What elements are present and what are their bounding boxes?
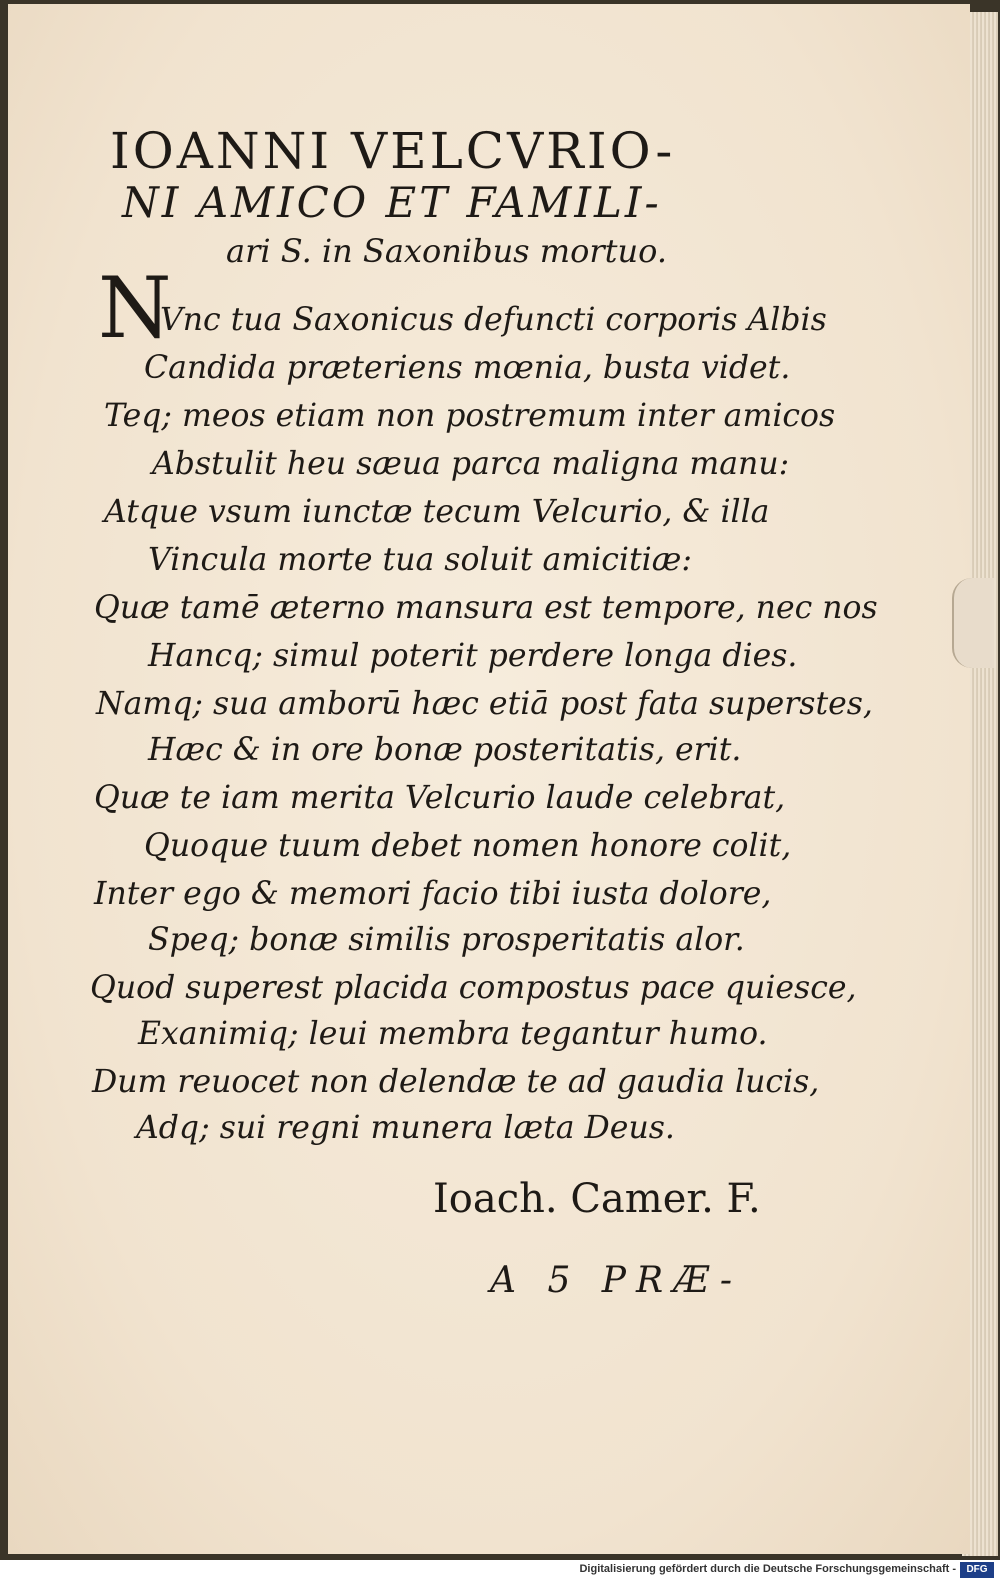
drop-cap: N xyxy=(98,259,172,357)
verse-line: Quæ tamē æterno mansura est tempore, nec nos xyxy=(94,590,878,626)
verse-line: Vnc tua Saxonicus defuncti corporis Albis xyxy=(160,302,827,338)
verse-line: Hancq; simul poterit perdere longa dies. xyxy=(148,638,798,674)
heading-line-2: NI AMICO ET FAMILI- xyxy=(122,178,662,227)
dfg-logo-icon: DFG xyxy=(960,1562,994,1578)
verse-line: Quoque tuum debet nomen honore colit, xyxy=(144,828,792,864)
signature: Ioach. Camer. F. xyxy=(433,1176,761,1222)
verse-line: Teq; meos etiam non postremum inter amicos xyxy=(104,398,836,434)
verse-line: Namq; sua amborū hæc etiā post fata superstes, xyxy=(96,686,873,722)
heading-line-3: ari S. in Saxonibus mortuo. xyxy=(226,232,668,270)
verse-line: Adq; sui regni munera læta Deus. xyxy=(136,1110,675,1146)
heading-line-1: IOANNI VELCVRIO- xyxy=(110,122,676,180)
verse-line: Quæ te iam merita Velcurio laude celebrat, xyxy=(94,780,786,816)
verse-line: Inter ego & memori facio tibi iusta dolore, xyxy=(94,876,772,912)
verse-line: Dum reuocet non delendæ te ad gaudia lucis, xyxy=(92,1064,820,1100)
footer-bar xyxy=(0,1560,1000,1581)
verse-line: Quod superest placida compostus pace quiesce, xyxy=(90,970,857,1006)
book-page xyxy=(8,4,970,1554)
verse-line: Abstulit heu sæua parca maligna manu: xyxy=(152,446,790,482)
verse-line: Atque vsum iunctæ tecum Velcurio, & illa xyxy=(104,494,770,530)
catchword: A 5 PRÆ- xyxy=(490,1260,742,1301)
verse-line: Candida præteriens mœnia, busta videt. xyxy=(144,350,791,386)
verse-line: Speq; bonæ similis prosperitatis alor. xyxy=(148,922,745,958)
verse-line: Hæc & in ore bonæ posteritatis, erit. xyxy=(148,732,742,768)
book-clasp xyxy=(952,578,994,668)
verse-line: Exanimiq; leui membra tegantur humo. xyxy=(138,1016,768,1052)
verse-line: Vincula morte tua soluit amicitiæ: xyxy=(148,542,692,578)
footer-credit: Digitalisierung gefördert durch die Deutsche Forschungsgemeinschaft - xyxy=(579,1563,956,1575)
